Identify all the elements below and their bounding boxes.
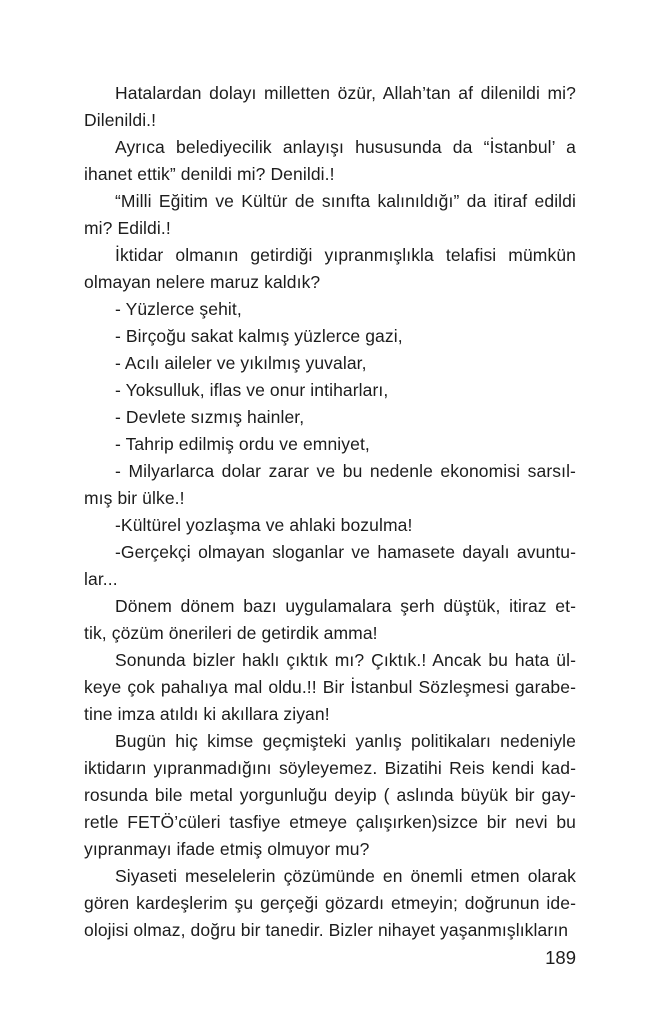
- text-line: Hatalardan dolayı milletten özür, Allah’tan af dilenildi mi?: [115, 83, 576, 103]
- text-line: - Milyarlarca dolar zarar ve bu nedenle ekonomisi sarsıl-: [115, 461, 576, 481]
- text-line: keye çok pahalıya mal oldu.!! Bir İstanbul Sözleşmesi garabe-: [84, 677, 576, 697]
- text-line: iktidarın yıpranmadığını söyleyemez. Bizatihi Reis kendi kad-: [84, 758, 576, 778]
- text-line: - Devlete sızmış hainler,: [115, 407, 305, 427]
- text-line: Dönem dönem bazı uygulamalara şerh düştük, itiraz et-: [115, 596, 576, 616]
- text-line: Sonunda bizler haklı çıktık mı? Çıktık.! Ancak bu hata ül-: [115, 650, 576, 670]
- text-line: olmayan nelere maruz kaldık?: [84, 272, 321, 292]
- text-line: ihanet ettik” denildi mi? Denildi.!: [84, 164, 335, 184]
- text-line: Dilenildi.!: [84, 110, 157, 130]
- text-line: mi? Edildi.!: [84, 218, 171, 238]
- text-line: “Milli Eğitim ve Kültür de sınıfta kalınıldığı” da itiraf edildi: [115, 191, 576, 211]
- text-line: tine imza atıldı ki akıllara ziyan!: [84, 704, 330, 724]
- text-line: gören kardeşlerim şu gerçeği gözardı etmeyin; doğrunun ide-: [84, 893, 576, 913]
- text-line: -Gerçekçi olmayan sloganlar ve hamasete dayalı avuntu-: [115, 542, 576, 562]
- text-line: - Tahrip edilmiş ordu ve emniyet,: [115, 434, 370, 454]
- text-line: - Birçoğu sakat kalmış yüzlerce gazi,: [115, 326, 403, 346]
- text-line: - Acılı aileler ve yıkılmış yuvalar,: [115, 353, 367, 373]
- text-line: - Yüzlerce şehit,: [115, 299, 242, 319]
- text-line: Siyaseti meselelerin çözümünde en önemli etmen olarak: [115, 866, 576, 886]
- text-line: - Yoksulluk, iflas ve onur intiharları,: [115, 380, 389, 400]
- text-line: retle FETÖ’cüleri tasfiye etmeye çalışırken)sizce bir nevi bu: [84, 812, 576, 832]
- text-line: mış bir ülke.!: [84, 488, 185, 508]
- page-number: 189: [545, 947, 576, 968]
- text-line: tik, çözüm önerileri de getirdik amma!: [84, 623, 378, 643]
- text-line: olojisi olmaz, doğru bir tanedir. Bizler nihayet yaşanmışlıkların: [84, 920, 569, 940]
- text-line: yıpranmayı ifade etmiş olmuyor mu?: [84, 839, 370, 859]
- text-line: -Kültürel yozlaşma ve ahlaki bozulma!: [115, 515, 413, 535]
- body-text: [84, 80, 576, 944]
- text-line: Bugün hiç kimse geçmişteki yanlış politikaları nedeniyle: [115, 731, 576, 751]
- text-line: rosunda bile metal yorgunluğu deyip ( aslında büyük bir gay-: [84, 785, 576, 805]
- text-line: Ayrıca belediyecilik anlayışı hususunda da “İstanbul’ a: [115, 137, 576, 157]
- text-line: lar...: [84, 569, 118, 589]
- text-line: İktidar olmanın getirdiği yıpranmışlıkla telafisi mümkün: [115, 245, 576, 265]
